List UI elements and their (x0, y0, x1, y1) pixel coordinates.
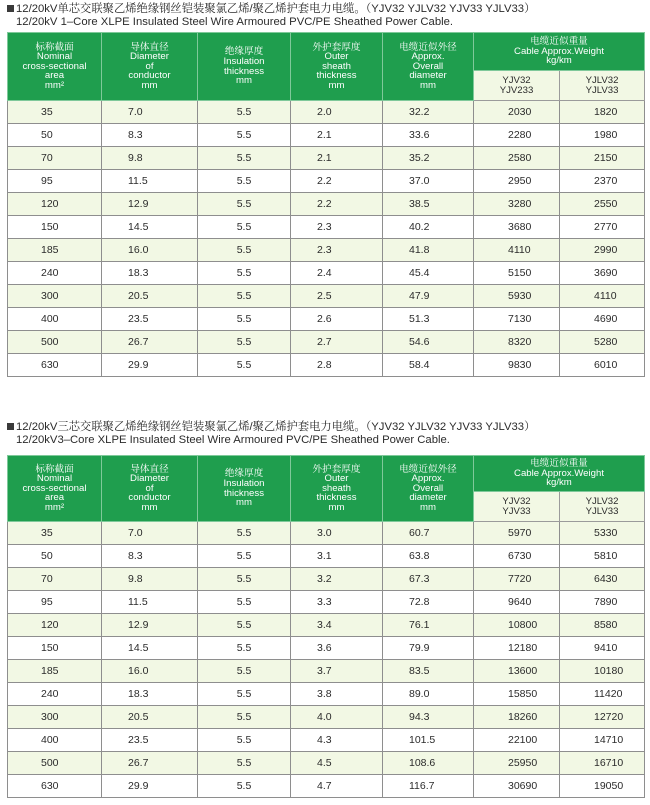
cell-diameter: 18.3 (102, 683, 198, 706)
table-row (8, 545, 645, 568)
table-row (8, 354, 645, 377)
cell-weight-cu: 2280 (474, 124, 560, 147)
cell-outer-sheath: 3.7 (291, 660, 383, 683)
table-row (8, 752, 645, 775)
cell-area: 120 (8, 614, 102, 637)
cell-overall-diameter: 40.2 (383, 216, 474, 239)
cell-weight-al: 2370 (560, 170, 645, 193)
cell-insulation: 5.5 (198, 522, 291, 545)
single-core-section (0, 0, 650, 377)
cell-weight-al: 1980 (560, 124, 645, 147)
cell-outer-sheath: 3.0 (291, 522, 383, 545)
cell-area: 300 (8, 285, 102, 308)
cell-weight-al: 3690 (560, 262, 645, 285)
cell-diameter: 8.3 (102, 545, 198, 568)
cell-weight-cu: 7130 (474, 308, 560, 331)
table-row (8, 637, 645, 660)
cell-insulation: 5.5 (198, 591, 291, 614)
section-title (0, 0, 650, 29)
cell-insulation: 5.5 (198, 147, 291, 170)
table-row (8, 193, 645, 216)
cell-overall-diameter: 33.6 (383, 124, 474, 147)
cell-diameter: 12.9 (102, 614, 198, 637)
cell-weight-al: 19050 (560, 775, 645, 798)
cell-weight-al: 12720 (560, 706, 645, 729)
cell-overall-diameter: 51.3 (383, 308, 474, 331)
cell-insulation: 5.5 (198, 614, 291, 637)
cell-area: 240 (8, 683, 102, 706)
cell-diameter: 18.3 (102, 262, 198, 285)
cell-insulation: 5.5 (198, 170, 291, 193)
cell-diameter: 29.9 (102, 354, 198, 377)
cell-weight-al: 4110 (560, 285, 645, 308)
title-cn: 12/20kV单芯交联聚乙烯绝缘钢丝铠装聚氯乙烯/聚乙烯护套电力电缆。（YJV32 YJLV32 YJV33 YJLV33） (16, 3, 536, 15)
table-row (8, 522, 645, 545)
cell-outer-sheath: 4.5 (291, 752, 383, 775)
cell-weight-cu: 8320 (474, 331, 560, 354)
cell-area: 35 (8, 101, 102, 124)
table-row (8, 591, 645, 614)
cell-weight-cu: 2580 (474, 147, 560, 170)
subheader-al: YJLV32 YJLV33 (560, 492, 645, 522)
cell-outer-sheath: 4.3 (291, 729, 383, 752)
cell-area: 400 (8, 729, 102, 752)
cell-weight-al: 5280 (560, 331, 645, 354)
table-row (8, 729, 645, 752)
cell-overall-diameter: 63.8 (383, 545, 474, 568)
cell-weight-cu: 12180 (474, 637, 560, 660)
cell-insulation: 5.5 (198, 216, 291, 239)
cell-area: 120 (8, 193, 102, 216)
cell-outer-sheath: 2.2 (291, 193, 383, 216)
cell-diameter: 7.0 (102, 101, 198, 124)
cell-weight-cu: 22100 (474, 729, 560, 752)
cell-area: 70 (8, 147, 102, 170)
cell-insulation: 5.5 (198, 683, 291, 706)
cell-overall-diameter: 89.0 (383, 683, 474, 706)
cell-weight-al: 6430 (560, 568, 645, 591)
cell-area: 95 (8, 170, 102, 193)
table-row (8, 285, 645, 308)
cell-overall-diameter: 41.8 (383, 239, 474, 262)
table-row (8, 683, 645, 706)
cell-weight-al: 8580 (560, 614, 645, 637)
cell-weight-cu: 9640 (474, 591, 560, 614)
cell-area: 500 (8, 752, 102, 775)
cell-outer-sheath: 2.3 (291, 216, 383, 239)
cell-overall-diameter: 58.4 (383, 354, 474, 377)
cell-area: 400 (8, 308, 102, 331)
bullet-icon (7, 5, 14, 12)
cell-insulation: 5.5 (198, 331, 291, 354)
cell-overall-diameter: 83.5 (383, 660, 474, 683)
cell-overall-diameter: 45.4 (383, 262, 474, 285)
cell-outer-sheath: 2.5 (291, 285, 383, 308)
cell-insulation: 5.5 (198, 568, 291, 591)
cell-outer-sheath: 2.2 (291, 170, 383, 193)
title-en: 12/20kV3–Core XLPE Insulated Steel Wire Armoured PVC/PE Sheathed Power Cable. (16, 434, 450, 446)
cell-insulation: 5.5 (198, 752, 291, 775)
cell-overall-diameter: 72.8 (383, 591, 474, 614)
cell-diameter: 12.9 (102, 193, 198, 216)
title-cn: 12/20kV三芯交联聚乙烯绝缘钢丝铠装聚氯乙烯/聚乙烯护套电力电缆。（YJV32 YJLV32 YJV33 YJLV33） (16, 421, 536, 433)
cell-overall-diameter: 37.0 (383, 170, 474, 193)
cell-area: 95 (8, 591, 102, 614)
cell-diameter: 26.7 (102, 331, 198, 354)
spec-table (7, 455, 645, 798)
cell-insulation: 5.5 (198, 729, 291, 752)
table-row (8, 124, 645, 147)
header-outer-sheath: 外护套厚度 Outer sheath thickness mm (291, 456, 383, 522)
header-overall-diameter: 电缆近似外径 Approx. Overall diameter mm (383, 456, 474, 522)
cell-weight-al: 5810 (560, 545, 645, 568)
cell-insulation: 5.5 (198, 706, 291, 729)
table-row (8, 706, 645, 729)
cell-weight-cu: 3680 (474, 216, 560, 239)
cell-insulation: 5.5 (198, 193, 291, 216)
cell-overall-diameter: 35.2 (383, 147, 474, 170)
table-row (8, 239, 645, 262)
subheader-cu: YJV32 YJV233 (474, 71, 560, 101)
table-row (8, 308, 645, 331)
cell-outer-sheath: 3.8 (291, 683, 383, 706)
cell-weight-cu: 18260 (474, 706, 560, 729)
cell-insulation: 5.5 (198, 354, 291, 377)
cell-overall-diameter: 32.2 (383, 101, 474, 124)
cell-diameter: 23.5 (102, 308, 198, 331)
table-row (8, 660, 645, 683)
cell-diameter: 29.9 (102, 775, 198, 798)
cell-insulation: 5.5 (198, 124, 291, 147)
table-row (8, 568, 645, 591)
cell-weight-al: 11420 (560, 683, 645, 706)
cell-weight-cu: 30690 (474, 775, 560, 798)
table-row (8, 147, 645, 170)
section-title (0, 418, 650, 447)
table-row (8, 216, 645, 239)
cell-weight-al: 16710 (560, 752, 645, 775)
cell-overall-diameter: 108.6 (383, 752, 474, 775)
cell-diameter: 14.5 (102, 216, 198, 239)
cell-area: 185 (8, 239, 102, 262)
spec-table (7, 32, 645, 377)
table-row (8, 262, 645, 285)
cell-diameter: 20.5 (102, 706, 198, 729)
cell-area: 300 (8, 706, 102, 729)
cell-weight-al: 1820 (560, 101, 645, 124)
cell-weight-cu: 25950 (474, 752, 560, 775)
header-diameter: 导体直径 Diameter of conductor mm (102, 33, 198, 101)
cell-outer-sheath: 2.4 (291, 262, 383, 285)
title-en: 12/20kV 1–Core XLPE Insulated Steel Wire Armoured PVC/PE Sheathed Power Cable. (16, 16, 454, 28)
table-row (8, 101, 645, 124)
header-weight: 电缆近似重量 Cable Approx.Weight kg/km (474, 456, 645, 492)
cell-outer-sheath: 3.6 (291, 637, 383, 660)
cell-area: 185 (8, 660, 102, 683)
three-core-section (0, 418, 650, 798)
cell-insulation: 5.5 (198, 101, 291, 124)
subheader-al: YJLV32 YJLV33 (560, 71, 645, 101)
cell-weight-al: 2550 (560, 193, 645, 216)
cell-outer-sheath: 3.2 (291, 568, 383, 591)
cell-weight-cu: 7720 (474, 568, 560, 591)
cell-overall-diameter: 54.6 (383, 331, 474, 354)
cell-outer-sheath: 2.3 (291, 239, 383, 262)
table-row (8, 331, 645, 354)
cell-weight-cu: 2030 (474, 101, 560, 124)
header-weight: 电缆近似重量 Cable Approx.Weight kg/km (474, 33, 645, 71)
cell-weight-al: 9410 (560, 637, 645, 660)
cell-weight-al: 10180 (560, 660, 645, 683)
cell-area: 240 (8, 262, 102, 285)
cell-weight-al: 2150 (560, 147, 645, 170)
cell-diameter: 9.8 (102, 568, 198, 591)
cell-weight-cu: 3280 (474, 193, 560, 216)
cell-overall-diameter: 79.9 (383, 637, 474, 660)
cell-diameter: 26.7 (102, 752, 198, 775)
cell-weight-cu: 10800 (474, 614, 560, 637)
cell-outer-sheath: 4.7 (291, 775, 383, 798)
cell-insulation: 5.5 (198, 239, 291, 262)
cell-overall-diameter: 47.9 (383, 285, 474, 308)
cell-area: 50 (8, 545, 102, 568)
cell-insulation: 5.5 (198, 308, 291, 331)
header-diameter: 导体直径 Diameter of conductor mm (102, 456, 198, 522)
cell-outer-sheath: 4.0 (291, 706, 383, 729)
cell-diameter: 11.5 (102, 591, 198, 614)
cell-weight-cu: 15850 (474, 683, 560, 706)
cell-area: 630 (8, 775, 102, 798)
cell-outer-sheath: 2.1 (291, 147, 383, 170)
cell-overall-diameter: 94.3 (383, 706, 474, 729)
cell-area: 630 (8, 354, 102, 377)
cell-diameter: 11.5 (102, 170, 198, 193)
cell-weight-cu: 5150 (474, 262, 560, 285)
cell-area: 70 (8, 568, 102, 591)
cell-diameter: 8.3 (102, 124, 198, 147)
cell-weight-al: 14710 (560, 729, 645, 752)
cell-outer-sheath: 2.8 (291, 354, 383, 377)
cell-weight-cu: 6730 (474, 545, 560, 568)
cell-insulation: 5.5 (198, 262, 291, 285)
cell-weight-al: 2990 (560, 239, 645, 262)
cell-weight-al: 5330 (560, 522, 645, 545)
cell-overall-diameter: 67.3 (383, 568, 474, 591)
cell-overall-diameter: 38.5 (383, 193, 474, 216)
header-overall-diameter: 电缆近似外径 Approx. Overall diameter mm (383, 33, 474, 101)
cell-outer-sheath: 3.4 (291, 614, 383, 637)
cell-insulation: 5.5 (198, 637, 291, 660)
cell-outer-sheath: 3.1 (291, 545, 383, 568)
cell-diameter: 9.8 (102, 147, 198, 170)
cell-outer-sheath: 3.3 (291, 591, 383, 614)
cell-weight-al: 2770 (560, 216, 645, 239)
table-row (8, 170, 645, 193)
cell-insulation: 5.5 (198, 775, 291, 798)
table-row (8, 775, 645, 798)
cell-overall-diameter: 101.5 (383, 729, 474, 752)
cell-diameter: 16.0 (102, 239, 198, 262)
cell-weight-al: 6010 (560, 354, 645, 377)
cell-area: 50 (8, 124, 102, 147)
cell-overall-diameter: 116.7 (383, 775, 474, 798)
subheader-cu: YJV32 YJV33 (474, 492, 560, 522)
cell-weight-cu: 13600 (474, 660, 560, 683)
cell-area: 500 (8, 331, 102, 354)
cell-insulation: 5.5 (198, 545, 291, 568)
cell-weight-cu: 4110 (474, 239, 560, 262)
bullet-icon (7, 423, 14, 430)
header-area: 标称截面 Nominal cross-sectional area mm² (8, 33, 102, 101)
cell-diameter: 20.5 (102, 285, 198, 308)
header-insulation: 绝缘厚度 Insulation thickness mm (198, 33, 291, 101)
cell-area: 35 (8, 522, 102, 545)
table-row (8, 614, 645, 637)
cell-overall-diameter: 76.1 (383, 614, 474, 637)
cell-weight-cu: 2950 (474, 170, 560, 193)
header-area: 标称截面 Nominal cross-sectional area mm² (8, 456, 102, 522)
cell-insulation: 5.5 (198, 660, 291, 683)
cell-weight-cu: 5930 (474, 285, 560, 308)
cell-weight-cu: 9830 (474, 354, 560, 377)
cell-outer-sheath: 2.1 (291, 124, 383, 147)
cell-outer-sheath: 2.7 (291, 331, 383, 354)
cell-weight-cu: 5970 (474, 522, 560, 545)
header-outer-sheath: 外护套厚度 Outer sheath thickness mm (291, 33, 383, 101)
cell-outer-sheath: 2.6 (291, 308, 383, 331)
header-insulation: 绝缘厚度 Insulation thickness mm (198, 456, 291, 522)
cell-diameter: 23.5 (102, 729, 198, 752)
cell-area: 150 (8, 216, 102, 239)
cell-overall-diameter: 60.7 (383, 522, 474, 545)
cell-weight-al: 4690 (560, 308, 645, 331)
cell-insulation: 5.5 (198, 285, 291, 308)
cell-weight-al: 7890 (560, 591, 645, 614)
cell-diameter: 7.0 (102, 522, 198, 545)
cell-outer-sheath: 2.0 (291, 101, 383, 124)
cell-area: 150 (8, 637, 102, 660)
cell-diameter: 16.0 (102, 660, 198, 683)
cell-diameter: 14.5 (102, 637, 198, 660)
